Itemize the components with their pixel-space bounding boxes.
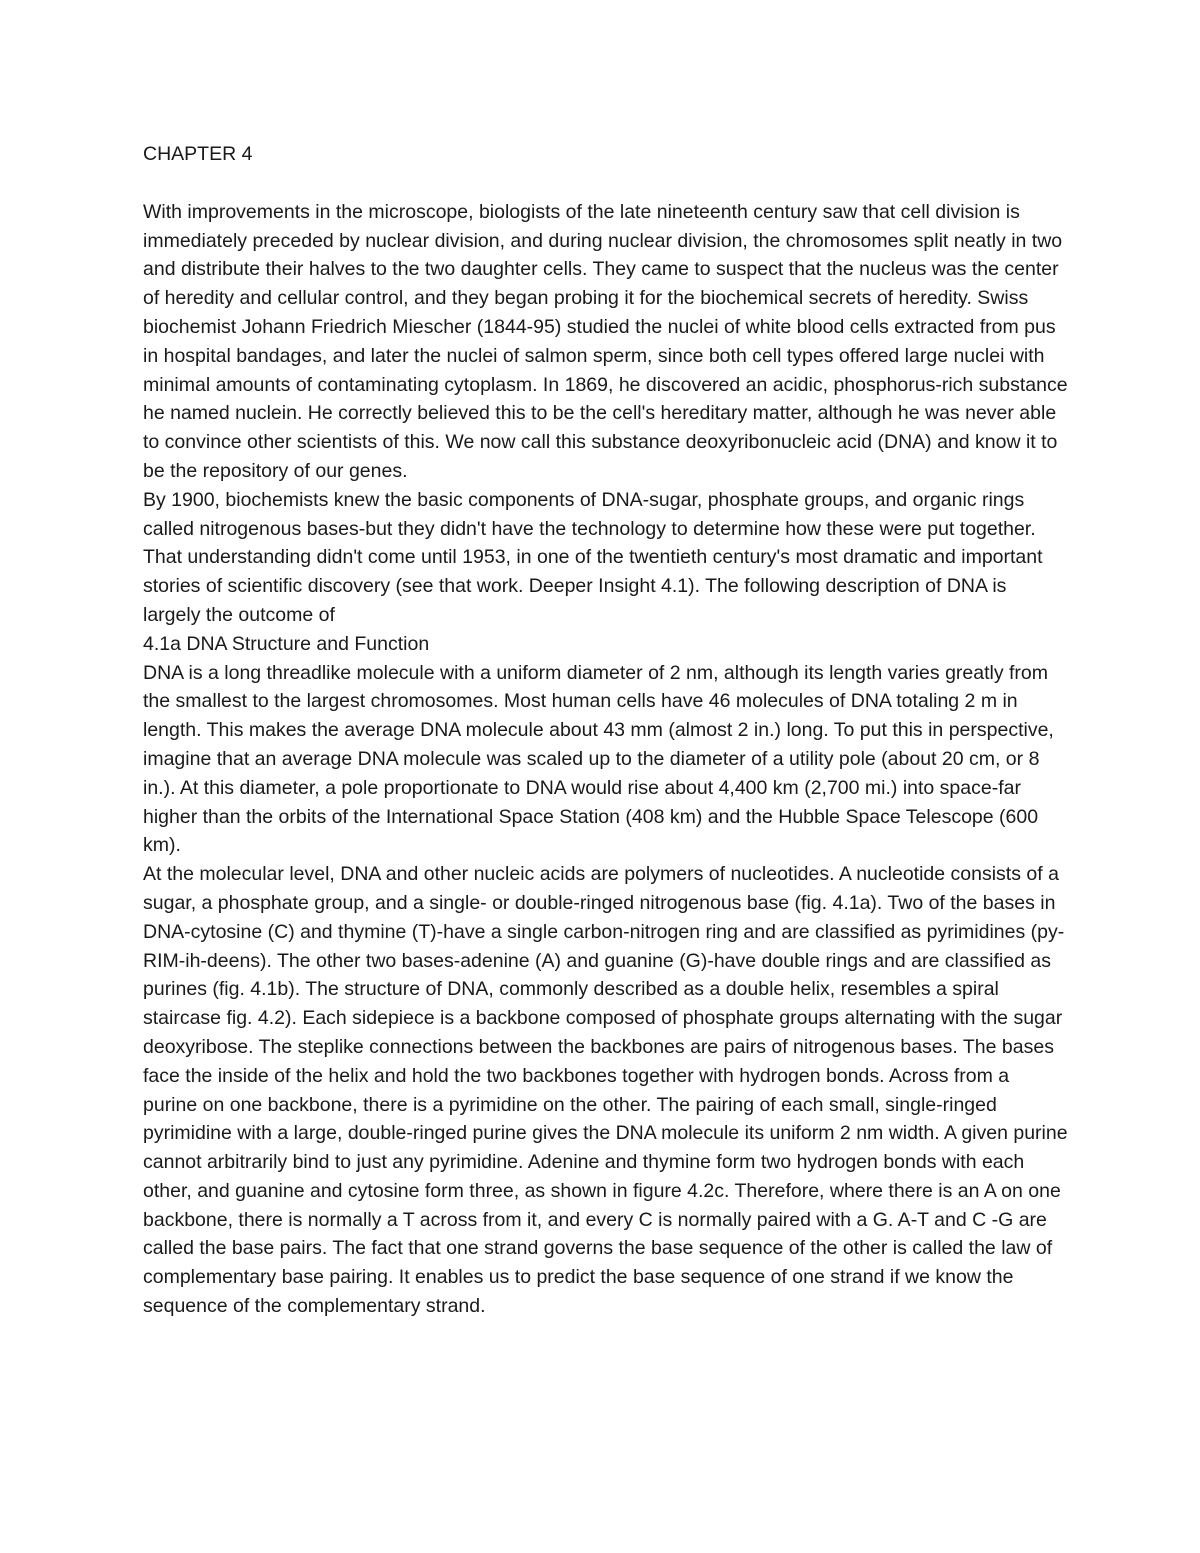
section-heading: 4.1a DNA Structure and Function — [143, 632, 430, 655]
paragraph-dna-structure: At the molecular level, DNA and other nucleic acids are polymers of nucleotides. A nucleotide consists of a sugar, a phosphate group, and a single- or double-ringed nitrogenous base (fig. 4.1a). Two of the bases in DNA-cytosine (C) and thymine (T)-have a single carbon-nitrogen ring and are classified as pyrimidines (py-RIM-ih-deens). The other two bases-adenine (A) and guanine (G)-have double rings and are classified as purines (fig. 4.1b). The structure of DNA, commonly described as a double helix, resembles a spiral staircase fig. 4.2). Each sidepiece is a backbone composed of phosphate groups alternating with the sugar deoxyribose. The steplike connections between the backbones are pairs of nitrogenous bases. The bases face the inside of the helix and hold the two backbones together with hydrogen bonds. Across from a purine on one backbone, there is a pyrimidine on the other. The pairing of each small, single-ringed pyrimidine with a large, double-ringed purine gives the DNA molecule its uniform 2 nm width. A given purine cannot arbitrarily bind to just any pyrimidine. Adenine and thymine form two hydrogen bonds with each other, and guanine and cytosine form three, as shown in figure 4.2c. Therefore, where there is an A on one backbone, there is normally a T across from it, and every C is normally paired with a G. A-T and C -G are called the base pairs. The fact that one strand governs the base sequence of the other is called the law of complementary base pairing. It enables us to predict the base sequence of one strand if we know the sequence of the complementary strand. — [143, 863, 1068, 1318]
paragraph-dna-size: DNA is a long threadlike molecule with a uniform diameter of 2 nm, although its length varies greatly from the smallest to the largest chromosomes. Most human cells have 46 molecules of DNA totaling 2 m in length. This makes the average DNA molecule about 43 mm (almost 2 in.) long. To put this in perspective, imagine that an average DNA molecule was scaled up to the diameter of a utility pole (about 20 cm, or 8 in.). At this diameter, a pole proportionate to DNA would rise about 4,400 km (2,700 mi.) into space-far higher than the orbits of the International Space Station (408 km) and the Hubble Space Telescope (600 km). — [143, 661, 1054, 857]
paragraph-intro: With improvements in the microscope, biologists of the late nineteenth century saw that cell division is immediately preceded by nuclear division, and during nuclear division, the chromosomes split neatly in two and distribute their halves to the two daughter cells. They came to suspect that the nucleus was the center of heredity and cellular control, and they began probing it for the biochemical secrets of heredity. Swiss biochemist Johann Friedrich Miescher (1844-95) studied the nuclei of white blood cells extracted from pus in hospital bandages, and later the nuclei of salmon sperm, since both cell types offered large nuclei with minimal amounts of contaminating cytoplasm. In 1869, he discovered an acidic, phosphorus-rich substance he named nuclein. He correctly believed this to be the cell's hereditary matter, although he was never able to convince other scientists of this. We now call this substance deoxyribonucleic acid (DNA) and know it to be the repository of our genes. — [143, 200, 1068, 482]
chapter-title: CHAPTER 4 — [143, 143, 253, 165]
document-page — [143, 140, 1068, 1321]
paragraph-history: By 1900, biochemists knew the basic components of DNA-sugar, phosphate groups, and organic rings called nitrogenous bases-but they didn't have the technology to determine how these were put together. That understanding didn't come until 1953, in one of the twentieth century's most dramatic and important stories of scientific discovery (see that work. Deeper Insight 4.1). The following description of DNA is largely the outcome of — [143, 488, 1043, 626]
